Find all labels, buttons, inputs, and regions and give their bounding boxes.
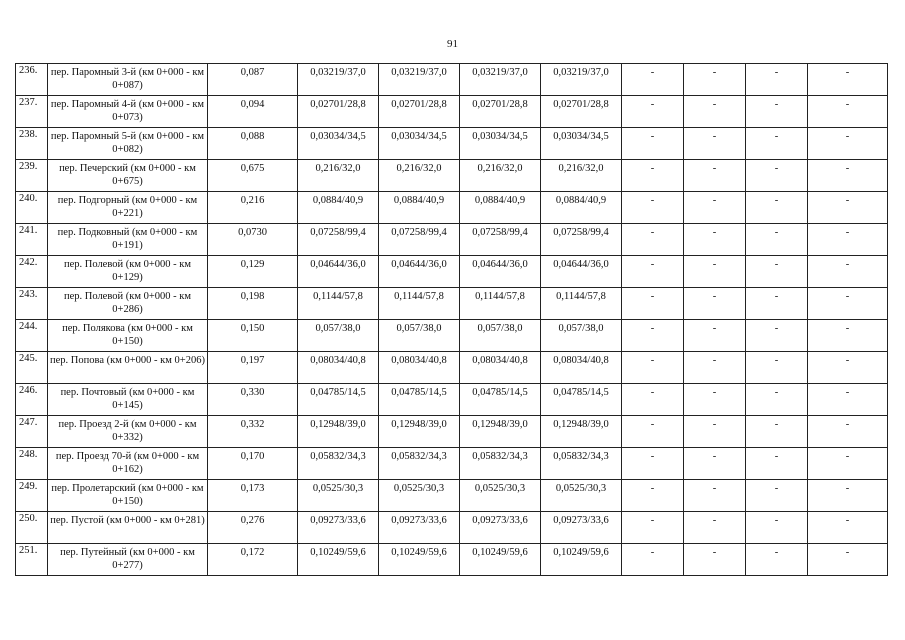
street-name: пер. Паромный 3-й (км 0+000 - км 0+087) bbox=[48, 64, 208, 96]
value-cell-3: 0,0884/40,9 bbox=[460, 192, 541, 224]
value-cell-4: 0,0884/40,9 bbox=[541, 192, 622, 224]
dash-cell-4: - bbox=[808, 416, 888, 448]
dash-cell-4: - bbox=[808, 544, 888, 576]
value-cell-1: 0,09273/33,6 bbox=[298, 512, 379, 544]
value-cell-1: 0,04644/36,0 bbox=[298, 256, 379, 288]
value-cell-2: 0,12948/39,0 bbox=[379, 416, 460, 448]
row-number: 243. bbox=[16, 288, 48, 320]
value-cell-3: 0,02701/28,8 bbox=[460, 96, 541, 128]
value-cell-3: 0,04785/14,5 bbox=[460, 384, 541, 416]
value-cell-3: 0,0525/30,3 bbox=[460, 480, 541, 512]
value-cell-3: 0,08034/40,8 bbox=[460, 352, 541, 384]
table-row bbox=[16, 384, 888, 416]
row-number: 239. bbox=[16, 160, 48, 192]
value-cell-1: 0,1144/57,8 bbox=[298, 288, 379, 320]
dash-cell-2: - bbox=[684, 480, 746, 512]
dash-cell-4: - bbox=[808, 160, 888, 192]
value-cell-4: 0,05832/34,3 bbox=[541, 448, 622, 480]
street-name: пер. Путейный (км 0+000 - км 0+277) bbox=[48, 544, 208, 576]
row-number: 242. bbox=[16, 256, 48, 288]
dash-cell-1: - bbox=[622, 128, 684, 160]
row-number: 237. bbox=[16, 96, 48, 128]
value-cell-2: 0,1144/57,8 bbox=[379, 288, 460, 320]
dash-cell-3: - bbox=[746, 448, 808, 480]
dash-cell-2: - bbox=[684, 160, 746, 192]
table-row bbox=[16, 288, 888, 320]
row-number: 238. bbox=[16, 128, 48, 160]
value-cell-2: 0,08034/40,8 bbox=[379, 352, 460, 384]
row-number: 241. bbox=[16, 224, 48, 256]
value-cell-1: 0,10249/59,6 bbox=[298, 544, 379, 576]
value-cell-2: 0,03034/34,5 bbox=[379, 128, 460, 160]
table-body bbox=[16, 64, 888, 576]
street-name: пер. Полякова (км 0+000 - км 0+150) bbox=[48, 320, 208, 352]
dash-cell-1: - bbox=[622, 288, 684, 320]
value-cell-2: 0,04785/14,5 bbox=[379, 384, 460, 416]
dash-cell-3: - bbox=[746, 288, 808, 320]
dash-cell-2: - bbox=[684, 544, 746, 576]
value-cell-2: 0,216/32,0 bbox=[379, 160, 460, 192]
dash-cell-3: - bbox=[746, 416, 808, 448]
dash-cell-2: - bbox=[684, 512, 746, 544]
value-cell-4: 0,04644/36,0 bbox=[541, 256, 622, 288]
length-value: 0,170 bbox=[208, 448, 298, 480]
dash-cell-1: - bbox=[622, 512, 684, 544]
table-row bbox=[16, 352, 888, 384]
row-number: 250. bbox=[16, 512, 48, 544]
length-value: 0,087 bbox=[208, 64, 298, 96]
dash-cell-4: - bbox=[808, 320, 888, 352]
table-row bbox=[16, 256, 888, 288]
dash-cell-2: - bbox=[684, 96, 746, 128]
value-cell-4: 0,057/38,0 bbox=[541, 320, 622, 352]
table-row bbox=[16, 224, 888, 256]
dash-cell-1: - bbox=[622, 192, 684, 224]
dash-cell-2: - bbox=[684, 64, 746, 96]
value-cell-3: 0,12948/39,0 bbox=[460, 416, 541, 448]
road-table bbox=[15, 63, 888, 576]
value-cell-1: 0,0884/40,9 bbox=[298, 192, 379, 224]
dash-cell-2: - bbox=[684, 128, 746, 160]
row-number: 251. bbox=[16, 544, 48, 576]
dash-cell-4: - bbox=[808, 128, 888, 160]
dash-cell-2: - bbox=[684, 320, 746, 352]
street-name: пер. Полевой (км 0+000 - км 0+286) bbox=[48, 288, 208, 320]
dash-cell-4: - bbox=[808, 384, 888, 416]
dash-cell-4: - bbox=[808, 224, 888, 256]
dash-cell-4: - bbox=[808, 192, 888, 224]
table-row bbox=[16, 96, 888, 128]
dash-cell-3: - bbox=[746, 512, 808, 544]
dash-cell-4: - bbox=[808, 512, 888, 544]
row-number: 240. bbox=[16, 192, 48, 224]
length-value: 0,330 bbox=[208, 384, 298, 416]
street-name: пер. Подгорный (км 0+000 - км 0+221) bbox=[48, 192, 208, 224]
value-cell-3: 0,07258/99,4 bbox=[460, 224, 541, 256]
dash-cell-3: - bbox=[746, 96, 808, 128]
length-value: 0,088 bbox=[208, 128, 298, 160]
value-cell-4: 0,12948/39,0 bbox=[541, 416, 622, 448]
dash-cell-3: - bbox=[746, 352, 808, 384]
value-cell-4: 0,216/32,0 bbox=[541, 160, 622, 192]
table-row bbox=[16, 192, 888, 224]
dash-cell-2: - bbox=[684, 224, 746, 256]
street-name: пер. Подковный (км 0+000 - км 0+191) bbox=[48, 224, 208, 256]
page-number: 91 bbox=[447, 38, 458, 50]
value-cell-4: 0,03034/34,5 bbox=[541, 128, 622, 160]
value-cell-2: 0,10249/59,6 bbox=[379, 544, 460, 576]
street-name: пер. Пустой (км 0+000 - км 0+281) bbox=[48, 512, 208, 544]
row-number: 247. bbox=[16, 416, 48, 448]
table-row bbox=[16, 544, 888, 576]
table-row bbox=[16, 480, 888, 512]
value-cell-3: 0,10249/59,6 bbox=[460, 544, 541, 576]
table-row bbox=[16, 320, 888, 352]
dash-cell-4: - bbox=[808, 256, 888, 288]
dash-cell-1: - bbox=[622, 160, 684, 192]
dash-cell-1: - bbox=[622, 544, 684, 576]
row-number: 246. bbox=[16, 384, 48, 416]
value-cell-1: 0,04785/14,5 bbox=[298, 384, 379, 416]
dash-cell-2: - bbox=[684, 384, 746, 416]
street-name: пер. Паромный 4-й (км 0+000 - км 0+073) bbox=[48, 96, 208, 128]
value-cell-1: 0,07258/99,4 bbox=[298, 224, 379, 256]
dash-cell-3: - bbox=[746, 160, 808, 192]
dash-cell-1: - bbox=[622, 64, 684, 96]
value-cell-1: 0,0525/30,3 bbox=[298, 480, 379, 512]
value-cell-4: 0,10249/59,6 bbox=[541, 544, 622, 576]
dash-cell-4: - bbox=[808, 64, 888, 96]
length-value: 0,172 bbox=[208, 544, 298, 576]
value-cell-3: 0,03034/34,5 bbox=[460, 128, 541, 160]
length-value: 0,198 bbox=[208, 288, 298, 320]
table-row bbox=[16, 512, 888, 544]
value-cell-2: 0,0884/40,9 bbox=[379, 192, 460, 224]
value-cell-4: 0,04785/14,5 bbox=[541, 384, 622, 416]
street-name: пер. Проезд 70-й (км 0+000 - км 0+162) bbox=[48, 448, 208, 480]
dash-cell-1: - bbox=[622, 320, 684, 352]
length-value: 0,675 bbox=[208, 160, 298, 192]
value-cell-4: 0,09273/33,6 bbox=[541, 512, 622, 544]
value-cell-1: 0,057/38,0 bbox=[298, 320, 379, 352]
street-name: пер. Почтовый (км 0+000 - км 0+145) bbox=[48, 384, 208, 416]
value-cell-2: 0,04644/36,0 bbox=[379, 256, 460, 288]
table-row bbox=[16, 128, 888, 160]
value-cell-3: 0,1144/57,8 bbox=[460, 288, 541, 320]
value-cell-4: 0,03219/37,0 bbox=[541, 64, 622, 96]
street-name: пер. Проезд 2-й (км 0+000 - км 0+332) bbox=[48, 416, 208, 448]
row-number: 245. bbox=[16, 352, 48, 384]
table-row bbox=[16, 160, 888, 192]
street-name: пер. Пролетарский (км 0+000 - км 0+150) bbox=[48, 480, 208, 512]
value-cell-1: 0,05832/34,3 bbox=[298, 448, 379, 480]
value-cell-2: 0,07258/99,4 bbox=[379, 224, 460, 256]
street-name: пер. Паромный 5-й (км 0+000 - км 0+082) bbox=[48, 128, 208, 160]
length-value: 0,276 bbox=[208, 512, 298, 544]
value-cell-1: 0,12948/39,0 bbox=[298, 416, 379, 448]
length-value: 0,094 bbox=[208, 96, 298, 128]
dash-cell-4: - bbox=[808, 96, 888, 128]
dash-cell-3: - bbox=[746, 192, 808, 224]
dash-cell-2: - bbox=[684, 192, 746, 224]
dash-cell-1: - bbox=[622, 352, 684, 384]
value-cell-3: 0,03219/37,0 bbox=[460, 64, 541, 96]
dash-cell-3: - bbox=[746, 224, 808, 256]
length-value: 0,173 bbox=[208, 480, 298, 512]
row-number: 249. bbox=[16, 480, 48, 512]
dash-cell-2: - bbox=[684, 448, 746, 480]
table-row bbox=[16, 448, 888, 480]
dash-cell-3: - bbox=[746, 544, 808, 576]
value-cell-1: 0,216/32,0 bbox=[298, 160, 379, 192]
dash-cell-4: - bbox=[808, 288, 888, 320]
dash-cell-3: - bbox=[746, 64, 808, 96]
dash-cell-3: - bbox=[746, 128, 808, 160]
street-name: пер. Полевой (км 0+000 - км 0+129) bbox=[48, 256, 208, 288]
value-cell-2: 0,057/38,0 bbox=[379, 320, 460, 352]
value-cell-2: 0,03219/37,0 bbox=[379, 64, 460, 96]
row-number: 244. bbox=[16, 320, 48, 352]
value-cell-2: 0,0525/30,3 bbox=[379, 480, 460, 512]
length-value: 0,150 bbox=[208, 320, 298, 352]
street-name: пер. Печерский (км 0+000 - км 0+675) bbox=[48, 160, 208, 192]
row-number: 248. bbox=[16, 448, 48, 480]
value-cell-4: 0,02701/28,8 bbox=[541, 96, 622, 128]
value-cell-2: 0,05832/34,3 bbox=[379, 448, 460, 480]
value-cell-3: 0,057/38,0 bbox=[460, 320, 541, 352]
value-cell-1: 0,03034/34,5 bbox=[298, 128, 379, 160]
dash-cell-3: - bbox=[746, 480, 808, 512]
length-value: 0,332 bbox=[208, 416, 298, 448]
row-number: 236. bbox=[16, 64, 48, 96]
dash-cell-4: - bbox=[808, 448, 888, 480]
value-cell-3: 0,05832/34,3 bbox=[460, 448, 541, 480]
dash-cell-3: - bbox=[746, 320, 808, 352]
dash-cell-4: - bbox=[808, 352, 888, 384]
dash-cell-2: - bbox=[684, 416, 746, 448]
dash-cell-3: - bbox=[746, 384, 808, 416]
dash-cell-1: - bbox=[622, 96, 684, 128]
value-cell-1: 0,03219/37,0 bbox=[298, 64, 379, 96]
table-row bbox=[16, 64, 888, 96]
value-cell-4: 0,08034/40,8 bbox=[541, 352, 622, 384]
value-cell-4: 0,0525/30,3 bbox=[541, 480, 622, 512]
street-name: пер. Попова (км 0+000 - км 0+206) bbox=[48, 352, 208, 384]
dash-cell-1: - bbox=[622, 480, 684, 512]
dash-cell-1: - bbox=[622, 384, 684, 416]
length-value: 0,216 bbox=[208, 192, 298, 224]
dash-cell-1: - bbox=[622, 416, 684, 448]
dash-cell-2: - bbox=[684, 288, 746, 320]
dash-cell-2: - bbox=[684, 256, 746, 288]
length-value: 0,129 bbox=[208, 256, 298, 288]
length-value: 0,197 bbox=[208, 352, 298, 384]
value-cell-1: 0,02701/28,8 bbox=[298, 96, 379, 128]
dash-cell-1: - bbox=[622, 224, 684, 256]
dash-cell-1: - bbox=[622, 448, 684, 480]
value-cell-2: 0,09273/33,6 bbox=[379, 512, 460, 544]
length-value: 0,0730 bbox=[208, 224, 298, 256]
value-cell-4: 0,07258/99,4 bbox=[541, 224, 622, 256]
value-cell-4: 0,1144/57,8 bbox=[541, 288, 622, 320]
value-cell-3: 0,09273/33,6 bbox=[460, 512, 541, 544]
value-cell-3: 0,04644/36,0 bbox=[460, 256, 541, 288]
dash-cell-2: - bbox=[684, 352, 746, 384]
dash-cell-3: - bbox=[746, 256, 808, 288]
table-row bbox=[16, 416, 888, 448]
value-cell-1: 0,08034/40,8 bbox=[298, 352, 379, 384]
dash-cell-1: - bbox=[622, 256, 684, 288]
dash-cell-4: - bbox=[808, 480, 888, 512]
value-cell-3: 0,216/32,0 bbox=[460, 160, 541, 192]
value-cell-2: 0,02701/28,8 bbox=[379, 96, 460, 128]
